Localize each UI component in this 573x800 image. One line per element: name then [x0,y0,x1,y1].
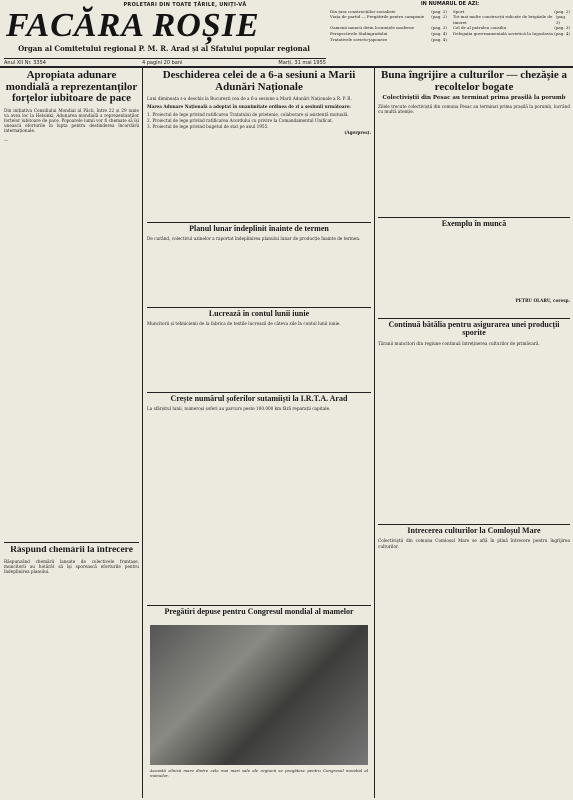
agenda-item: 3. Proiectul de lege privind bugetul de stat pe anul 1955. [147,123,269,129]
index-item-page: (pag. 2) [431,8,447,14]
article-lead: Colectiviștii din comuna Comloșul Mare se află în plină întrecere pentru îngrijirea culturilor. [378,538,570,549]
index-item-page: (pag. 2) [554,8,570,14]
women-photo [150,625,368,765]
section-rule [147,605,371,606]
headline: Planul lunar îndeplinit înainte de termen [189,225,329,233]
headline: Întrecerea culturilor la Comloșul Mare [407,527,541,535]
headline: Buna îngrijire a culturilor — chezășie a recoltelor bogate [381,70,567,93]
article-pregatiri-title [147,608,371,622]
photo-caption: Această zilnică mare dintre cele mai mari sale ale regiunii se pregătesc pentru Congresul mondial al mamelor. [150,768,368,778]
index-item [453,31,570,37]
section-rule [378,318,570,319]
index-item-text: Tratativele sovieto-japoneze [330,36,388,42]
index-item-page: (pag. 4) [554,30,570,36]
article-lead: Din inițiativa Consiliului Mondial al Păcii, între 22 și 29 iunie va avea loc la Helsinki, Adunarea mondială a reprezentanților forțelor iubitoare de pace. Popoarele lumii vor fi chemate să își unească eforturile în lupta pentru destinderea încordării internaționale. [4,107,139,134]
index-item-page: (pag. 3) [554,25,570,31]
article-lead: Răspunzând chemării lansate de colectivele fruntașe, muncitorii au hotărât să își sporească eforturile pentru îndeplinirea planului. [4,558,139,575]
index-item-text: Cel de al patrulea consiliu [453,25,507,31]
index-item-text: Oamenii muncii detin locuințele moderne [330,25,415,31]
section-rule [147,307,371,308]
issue-number: Anul XII Nr. 3354 [4,60,46,66]
index-list [330,9,570,43]
article-lead: Muncitorii și tehnicienii de la fabrica de textile lucrează de câteva zile în contul lunii iunie. [147,321,341,327]
index-item-text: Din țara construcțiilor socialiste [330,8,396,14]
article-lead: De curând, colectivul uzinelor a raportat îndeplinirea planului lunar de producție înainte de termen. [147,236,361,242]
index-item-text: Viața de partid — Pregătirile pentru campanie [330,14,425,20]
index-item-page: (pag. 2) [431,14,447,20]
agency-note: (Agerpres). [344,130,371,136]
headline: Continuă bătălia pentru asigurarea unei producții sporite [388,321,560,338]
article-exemplu [378,220,570,315]
index-item-page: (pag. 3) [431,25,447,31]
article-continua [378,321,570,521]
headline: Exemplu în muncă [441,220,507,228]
index-title: IN NUMARUL DE AZI: [420,1,480,7]
article-buna [378,70,570,215]
motto: PROLETARI DIN TOATE ȚĂRILE, UNIȚI-VĂ [123,2,247,8]
index-item-page: (pag. 4) [431,36,447,42]
section-rule [378,217,570,218]
top-rule [0,66,573,68]
section-rule [378,524,570,525]
headline: Pregătiri depuse pentru Congresul mondial al mamelor [164,608,354,616]
index-item-page: (pag. 4) [431,30,447,36]
index-item-page: (pag. 3) [555,14,567,25]
issue-date: Marți, 31 mai 1955 [278,60,326,66]
agenda-item: 1. Proiectul de lege privind ratificarea Tratatului de prietenie, colaborare și asistență mutuală. [147,111,349,117]
headline: Crește numărul șoferilor sutamiiști la I.R.T.A. Arad [170,395,348,403]
index-item-text: Delegația guvernamentală sovietică la Iugoslavia [453,30,553,36]
index-item-text: Sport [453,8,465,14]
headline: Răspund chemării la întrecere [10,546,133,555]
article-lead: Zilele trecute colectiviștii din comuna Pesac au terminat prima prașilă la porumb, lucrând cu multă atenție. [378,103,570,114]
article-raspund [4,546,139,796]
section-rule [4,542,139,543]
headline: Deschiderea celei de a 6-a sesiuni a Marii Adunări Naționale [162,70,356,93]
article-sesiune [147,70,371,220]
index-item [330,37,447,43]
signature: PETRU OLARU, coresp. [515,298,570,304]
article-lead: Țăranii muncitori din regiune continuă întreținerea culturilor de primăvară. [378,340,540,346]
headline: Lucrează în contul lunii iunie [208,310,310,318]
in-this-issue [330,2,570,64]
article-creste [147,395,371,485]
section-rule [147,222,371,223]
article-body: — [4,137,9,143]
headline: Apropiata adunare mondială a reprezentanților forțelor iubitoare de pace [5,70,138,105]
article-subhead: Colectiviștii din Pesac au terminat prima prașilă la porumb [382,95,566,102]
article-apropiata [4,70,139,540]
section-rule [147,392,371,393]
article-intrecerea [378,527,570,795]
index-item-text: Perspectivele Stalingradului [330,30,388,36]
index-item [330,14,447,25]
column-rule [374,68,375,798]
column-rule [142,68,143,798]
agenda-item: 2. Proiectul de lege privind ratificarea Acordului cu privire la Comandamentul Unificat. [147,117,334,123]
pages-price: 4 pagini 20 bani [141,60,183,66]
index-item [453,14,570,25]
article-planul [147,225,371,305]
newspaper-title: FACĂRA ROȘIE [6,7,260,44]
article-lucrezi [147,310,371,390]
agenda-list [147,112,371,130]
article-lead: Luni dimineața s-a deschis la București cea de a 6-a sesiune a Marii Adunări Naționale a R. P. R. [147,96,352,102]
organ-line: Organ al Comitetului regional P. M. R. Arad și al Sfatului popular regional [18,44,310,53]
agenda-intro: Marea Adunare Națională a adoptat în unanimitate ordinea de zi a sesiunii următoare: [147,104,351,110]
index-item-text: Tot mai multe construcții ridicate de brigăzile de tineret [453,14,553,25]
article-lead: La sfârșitul lunii, numeroși șoferi au parcurs peste 100.000 km fără reparații capitale. [147,406,331,412]
